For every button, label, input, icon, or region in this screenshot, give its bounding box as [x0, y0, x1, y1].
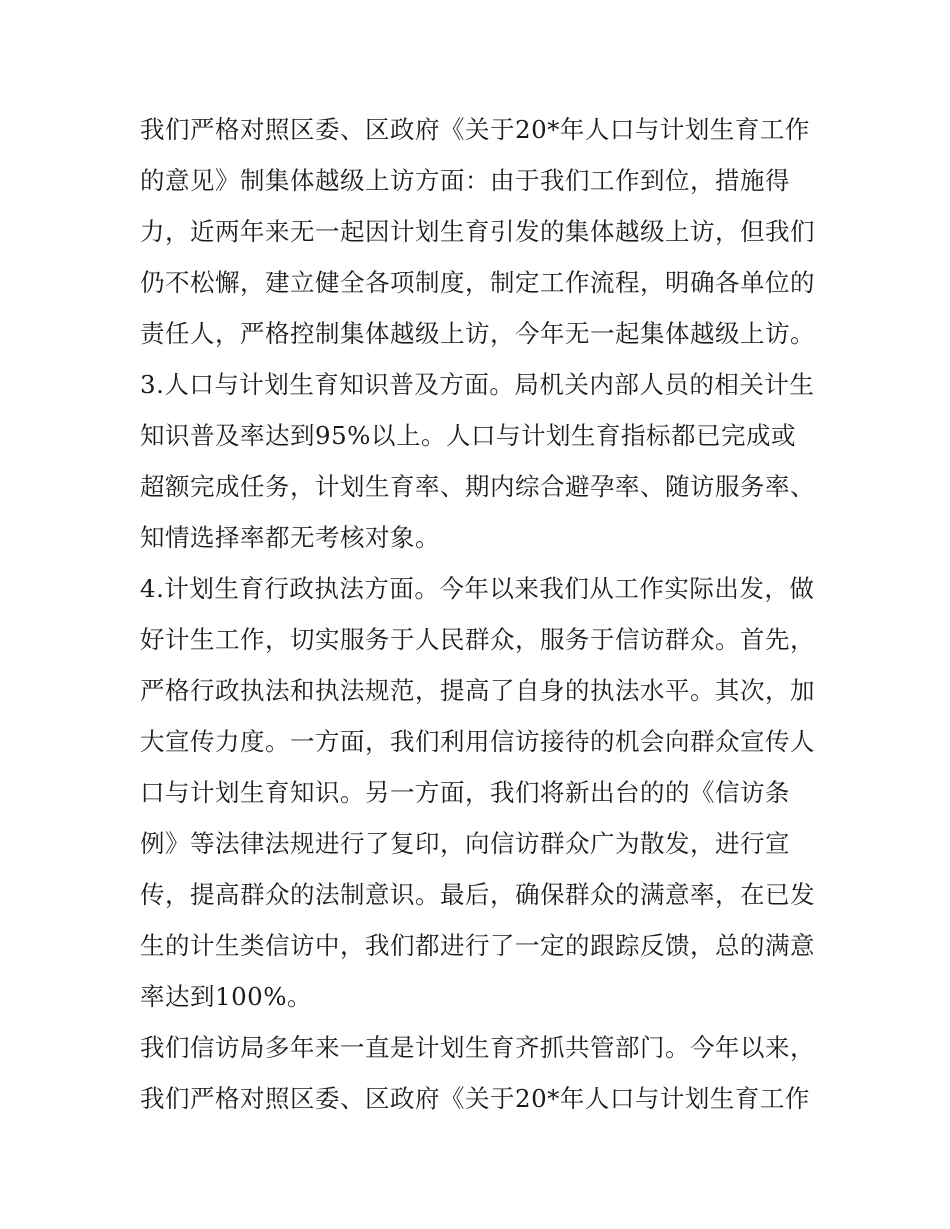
- text-line: 知情选择率都无考核对象。: [140, 523, 440, 552]
- text-line: 生的计生类信访中，我们都进行了一定的跟踪反馈，总的满意: [140, 931, 815, 960]
- text-line: 责任人，严格控制集体越级上访，今年无一起集体越级上访。: [140, 319, 815, 348]
- text-line: 口与计划生育知识。另一方面，我们将新出台的的《信访条: [140, 778, 790, 807]
- text-line: 好计生工作，切实服务于人民群众，服务于信访群众。首先，: [140, 625, 815, 654]
- document-body: [140, 104, 820, 1124]
- text-line: 力，近两年来无一起因计划生育引发的集体越级上访，但我们: [140, 217, 815, 246]
- text-line: 超额完成任务，计划生育率、期内综合避孕率、随访服务率、: [140, 472, 815, 501]
- text-line: 4.计划生育行政执法方面。今年以来我们从工作实际出发，做: [140, 574, 815, 603]
- text-line: 传，提高群众的法制意识。最后，确保群众的满意率，在已发: [140, 880, 815, 909]
- text-line: 的意见》制集体越级上访方面：由于我们工作到位，措施得: [140, 166, 790, 195]
- text-line: 大宣传力度。一方面，我们利用信访接待的机会向群众宣传人: [140, 727, 815, 756]
- text-line: 率达到100%。: [140, 982, 313, 1011]
- text-line: 例》等法律法规进行了复印，向信访群众广为散发，进行宣: [140, 829, 790, 858]
- text-line: 我们信访局多年来一直是计划生育齐抓共管部门。今年以来，: [140, 1033, 815, 1062]
- text-line: 我们严格对照区委、区政府《关于20*年人口与计划生育工作: [140, 115, 810, 144]
- text-line: 仍不松懈，建立健全各项制度，制定工作流程，明确各单位的: [140, 268, 815, 297]
- text-line: 3.人口与计划生育知识普及方面。局机关内部人员的相关计生: [140, 370, 815, 399]
- text-line: 严格行政执法和执法规范，提高了自身的执法水平。其次，加: [140, 676, 815, 705]
- text-line: 我们严格对照区委、区政府《关于20*年人口与计划生育工作: [140, 1084, 810, 1113]
- text-line: 知识普及率达到95%以上。人口与计划生育指标都已完成或: [140, 421, 796, 450]
